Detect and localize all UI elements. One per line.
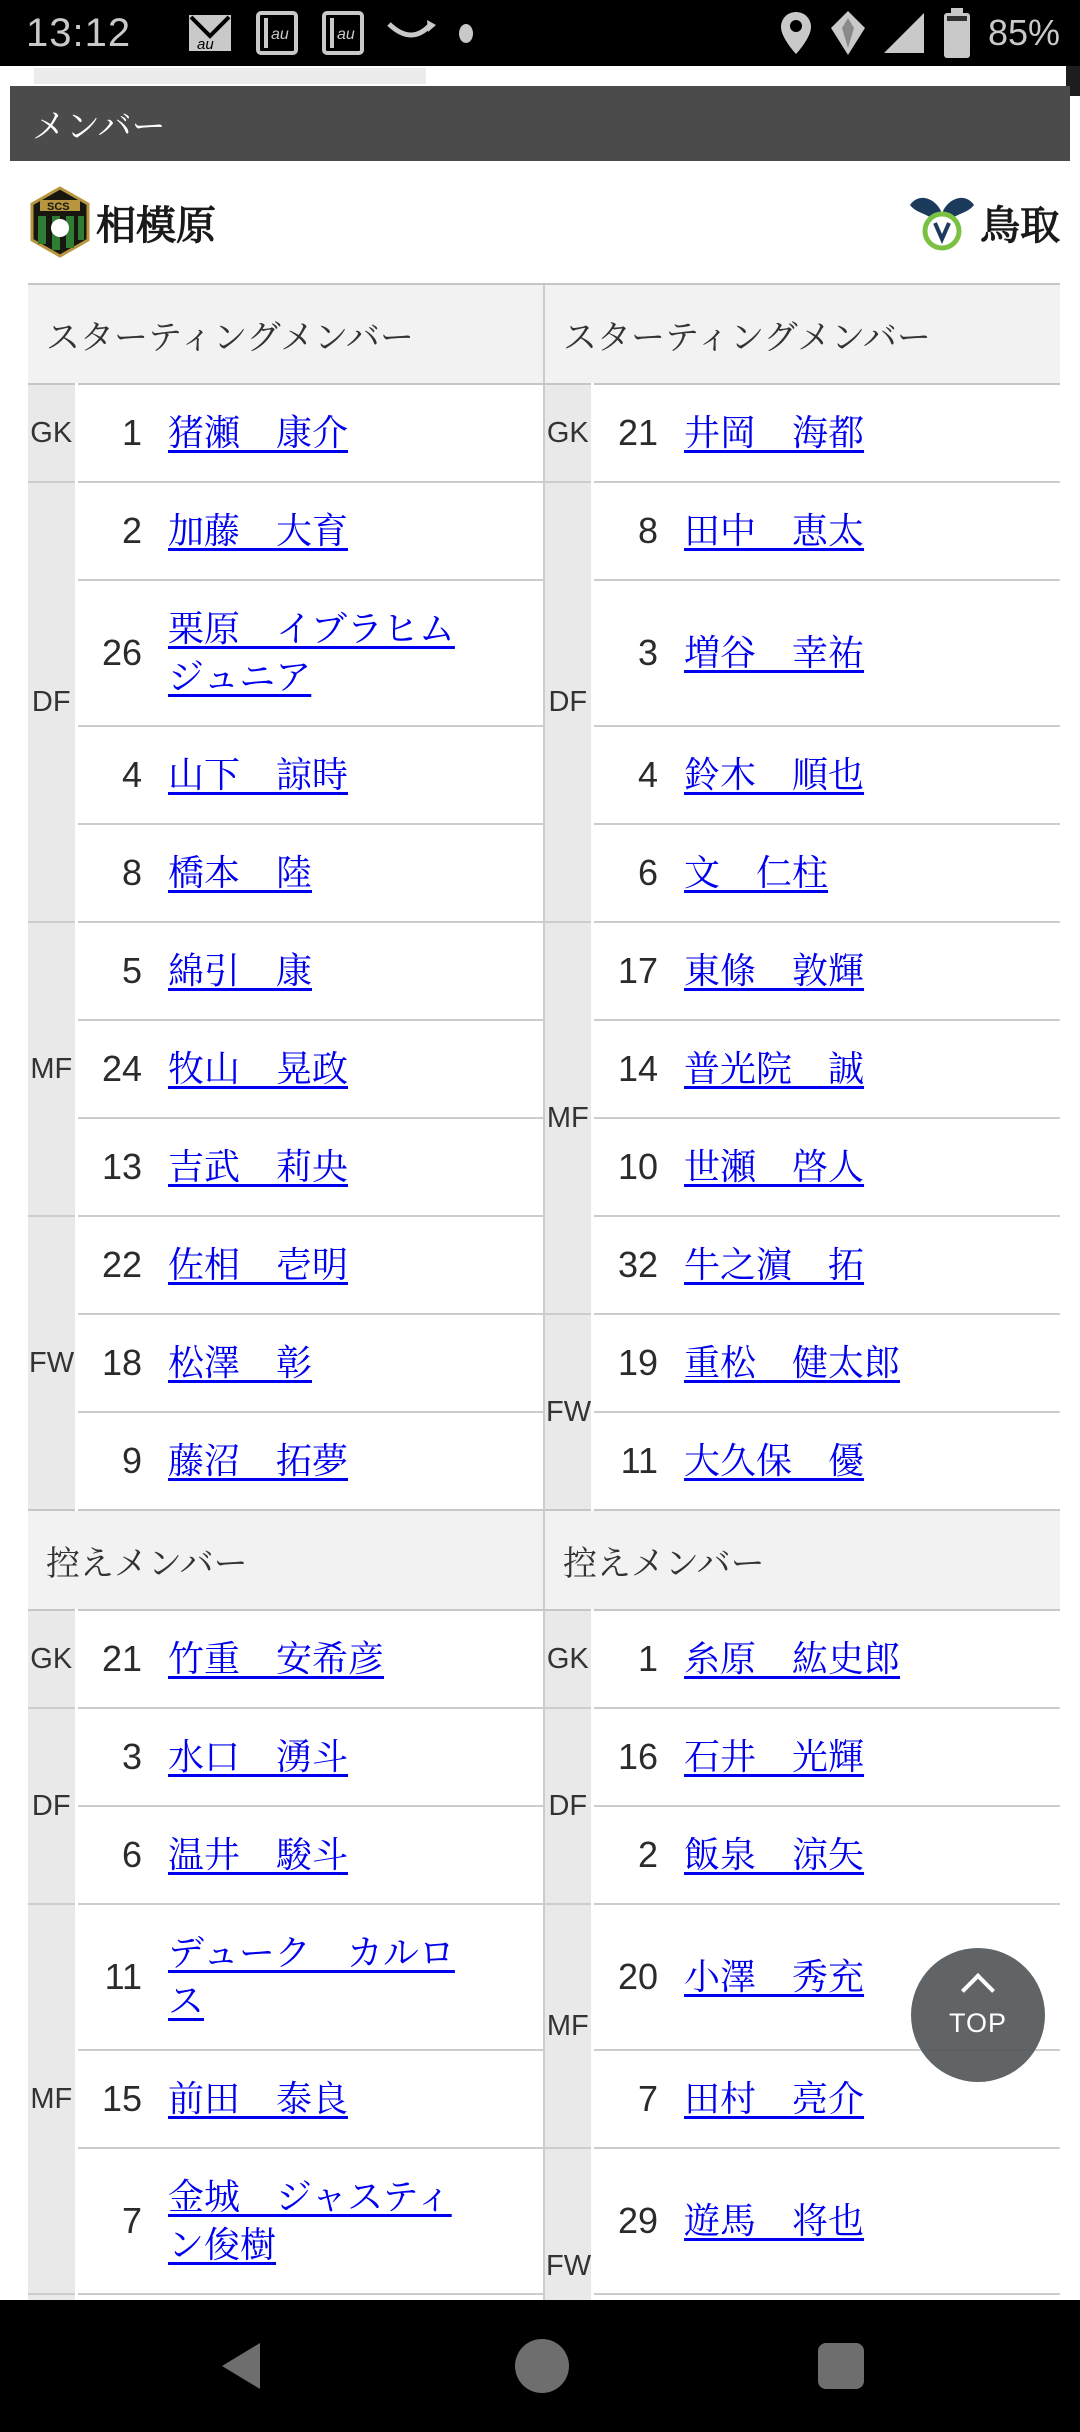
teams-row bbox=[0, 161, 1080, 283]
recents-button[interactable] bbox=[818, 2343, 864, 2389]
player-name-cell bbox=[156, 384, 544, 482]
player-row bbox=[28, 1314, 1060, 1412]
player-link[interactable]: 田村 亮介 bbox=[684, 2078, 865, 2119]
player-link[interactable]: 藤沼 拓夢 bbox=[168, 1440, 349, 1481]
player-name-cell bbox=[672, 922, 1060, 1020]
player-name-cell bbox=[156, 482, 544, 580]
player-link[interactable]: 前田 泰良 bbox=[168, 2078, 349, 2119]
player-link[interactable]: 東條 敦輝 bbox=[684, 950, 865, 991]
section-header: 控えメンバー bbox=[28, 1510, 544, 1610]
player-link[interactable]: 松澤 彰 bbox=[168, 1342, 313, 1383]
player-number: 7 bbox=[592, 2050, 672, 2148]
position-label: DF bbox=[544, 1708, 592, 1904]
back-button[interactable] bbox=[222, 2343, 260, 2389]
player-number: 22 bbox=[76, 1216, 156, 1314]
position-label: GK bbox=[28, 1610, 76, 1708]
player-row bbox=[28, 482, 1060, 580]
player-row bbox=[28, 2148, 1060, 2294]
player-number: 19 bbox=[592, 1314, 672, 1412]
player-name-cell bbox=[672, 1708, 1060, 1806]
player-name-cell bbox=[156, 580, 544, 726]
player-number: 9 bbox=[76, 1412, 156, 1510]
position-label: DF bbox=[28, 1708, 76, 1904]
sagamihara-logo-icon bbox=[28, 186, 92, 258]
section-header: スターティングメンバー bbox=[28, 284, 544, 384]
player-link[interactable]: 石井 光輝 bbox=[684, 1736, 865, 1777]
player-number: 13 bbox=[76, 1118, 156, 1216]
player-name-cell bbox=[672, 482, 1060, 580]
player-link[interactable]: 井岡 海都 bbox=[684, 412, 865, 453]
signal-icon bbox=[882, 11, 926, 55]
player-row bbox=[28, 1610, 1060, 1708]
browser-chrome-strip bbox=[0, 66, 1080, 86]
top-button-label: TOP bbox=[948, 2008, 1007, 2038]
player-name-cell bbox=[672, 1806, 1060, 1904]
player-link[interactable]: 竹重 安希彦 bbox=[168, 1638, 385, 1679]
player-number: 7 bbox=[76, 2148, 156, 2294]
player-link[interactable]: 飯泉 涼矢 bbox=[684, 1834, 865, 1875]
notification-dot bbox=[459, 24, 473, 43]
player-number: 20 bbox=[592, 1904, 672, 2050]
player-link[interactable]: デューク カルロス bbox=[168, 1932, 455, 2021]
player-number: 15 bbox=[76, 2050, 156, 2148]
player-link[interactable]: 吉武 莉央 bbox=[168, 1146, 349, 1187]
section-header: 控えメンバー bbox=[544, 1510, 1060, 1610]
player-name-cell bbox=[672, 1118, 1060, 1216]
player-name-cell bbox=[156, 1216, 544, 1314]
player-link[interactable]: 温井 駿斗 bbox=[168, 1834, 349, 1875]
position-label: MF bbox=[28, 1904, 76, 2294]
page-title: メンバー bbox=[32, 108, 166, 146]
player-link[interactable]: 世瀬 啓人 bbox=[684, 1146, 865, 1187]
position-label: FW bbox=[28, 1216, 76, 1510]
scroll-to-top-button[interactable] bbox=[911, 1948, 1045, 2082]
player-name-cell bbox=[156, 1610, 544, 1708]
svg-text:au: au bbox=[337, 26, 355, 43]
player-link[interactable]: 大久保 優 bbox=[684, 1440, 865, 1481]
status-time: 13:12 bbox=[26, 10, 132, 55]
away-team bbox=[908, 191, 1060, 253]
player-number: 8 bbox=[76, 824, 156, 922]
player-link[interactable]: 増谷 幸祐 bbox=[684, 632, 865, 673]
player-name-cell bbox=[156, 824, 544, 922]
position-label: DF bbox=[544, 482, 592, 922]
chevron-up-icon bbox=[961, 1973, 995, 2007]
player-number: 1 bbox=[76, 384, 156, 482]
svg-text:au: au bbox=[197, 36, 214, 53]
player-name-cell bbox=[156, 726, 544, 824]
status-bar bbox=[0, 0, 1080, 66]
player-number: 10 bbox=[592, 1118, 672, 1216]
player-number: 29 bbox=[592, 2148, 672, 2294]
player-name-cell bbox=[156, 1806, 544, 1904]
position-label: GK bbox=[544, 384, 592, 482]
player-name-cell bbox=[156, 1118, 544, 1216]
player-link[interactable]: 鈴木 順也 bbox=[684, 754, 865, 795]
player-number: 16 bbox=[592, 1708, 672, 1806]
player-number: 17 bbox=[592, 922, 672, 1020]
player-number: 2 bbox=[592, 1806, 672, 1904]
player-name-cell bbox=[156, 1020, 544, 1118]
player-link[interactable]: 猪瀬 康介 bbox=[168, 412, 349, 453]
player-name-cell bbox=[156, 1412, 544, 1510]
tab-remnant bbox=[34, 68, 426, 84]
tottori-logo-icon bbox=[908, 191, 976, 253]
home-team bbox=[28, 186, 216, 258]
player-number: 3 bbox=[592, 580, 672, 726]
player-number: 11 bbox=[76, 1904, 156, 2050]
player-name-cell bbox=[672, 726, 1060, 824]
svg-text:SCS: SCS bbox=[47, 201, 70, 213]
player-link[interactable]: 水口 湧斗 bbox=[168, 1736, 349, 1777]
player-name-cell bbox=[156, 2148, 544, 2294]
android-nav-bar bbox=[0, 2300, 1080, 2432]
position-label: MF bbox=[544, 1904, 592, 2148]
position-label: GK bbox=[28, 384, 76, 482]
home-team-name: 相模原 bbox=[96, 203, 216, 248]
player-name-cell bbox=[156, 2050, 544, 2148]
au-app-icon bbox=[321, 10, 365, 56]
position-label: MF bbox=[544, 922, 592, 1314]
au-app-icon bbox=[255, 10, 299, 56]
player-number: 32 bbox=[592, 1216, 672, 1314]
battery-percent: 85% bbox=[987, 12, 1060, 53]
player-number: 21 bbox=[592, 384, 672, 482]
player-row bbox=[28, 384, 1060, 482]
amazon-icon bbox=[387, 18, 437, 48]
player-name-cell bbox=[672, 1020, 1060, 1118]
player-link[interactable]: 田中 恵太 bbox=[684, 510, 865, 551]
player-name-cell bbox=[672, 1216, 1060, 1314]
player-name-cell bbox=[156, 922, 544, 1020]
player-number: 8 bbox=[592, 482, 672, 580]
player-name-cell bbox=[672, 1610, 1060, 1708]
system-status-icons bbox=[778, 7, 1060, 59]
data-mode-icon bbox=[830, 10, 866, 56]
player-link[interactable]: 橋本 陸 bbox=[168, 852, 313, 893]
home-button[interactable] bbox=[515, 2339, 569, 2393]
player-number: 4 bbox=[76, 726, 156, 824]
battery-icon bbox=[942, 7, 972, 59]
player-name-cell bbox=[672, 824, 1060, 922]
player-number: 24 bbox=[76, 1020, 156, 1118]
player-link[interactable]: 普光院 誠 bbox=[684, 1048, 865, 1089]
away-team-name: 鳥取 bbox=[980, 203, 1060, 248]
player-row bbox=[28, 922, 1060, 1020]
player-link[interactable]: 牛之濵 拓 bbox=[684, 1244, 865, 1285]
player-name-cell bbox=[672, 384, 1060, 482]
player-number: 11 bbox=[592, 1412, 672, 1510]
position-label: FW bbox=[544, 2148, 592, 2383]
player-name-cell bbox=[672, 1412, 1060, 1510]
player-link[interactable]: 文 仁柱 bbox=[684, 852, 829, 893]
player-name-cell bbox=[672, 2148, 1060, 2294]
player-number: 5 bbox=[76, 922, 156, 1020]
page-title-bar bbox=[10, 86, 1070, 161]
player-link[interactable]: 小澤 秀充 bbox=[684, 1956, 865, 1997]
position-label: GK bbox=[544, 1610, 592, 1708]
player-name-cell bbox=[156, 1708, 544, 1806]
player-link[interactable]: 牧山 晃政 bbox=[168, 1048, 349, 1089]
player-name-cell bbox=[672, 580, 1060, 726]
player-number: 6 bbox=[592, 824, 672, 922]
player-link[interactable]: 糸原 紘史郎 bbox=[684, 1638, 901, 1679]
player-number: 1 bbox=[592, 1610, 672, 1708]
position-label: DF bbox=[28, 482, 76, 922]
player-link[interactable]: 栗原 イブラヒムジュニア bbox=[168, 608, 455, 697]
player-number: 18 bbox=[76, 1314, 156, 1412]
notification-icons bbox=[187, 10, 473, 56]
position-label: MF bbox=[28, 922, 76, 1216]
player-number: 2 bbox=[76, 482, 156, 580]
svg-text:au: au bbox=[271, 26, 289, 43]
player-link[interactable]: 重松 健太郎 bbox=[684, 1342, 901, 1383]
location-icon bbox=[778, 10, 814, 56]
player-number: 6 bbox=[76, 1806, 156, 1904]
player-number: 21 bbox=[76, 1610, 156, 1708]
player-name-cell bbox=[672, 1314, 1060, 1412]
player-number: 4 bbox=[592, 726, 672, 824]
player-number: 26 bbox=[76, 580, 156, 726]
player-name-cell bbox=[156, 1314, 544, 1412]
player-link[interactable]: 綿引 康 bbox=[168, 950, 313, 991]
roster-table bbox=[28, 283, 1060, 2383]
player-link[interactable]: 佐相 壱明 bbox=[168, 1244, 349, 1285]
player-name-cell bbox=[156, 1904, 544, 2050]
position-label: FW bbox=[544, 1314, 592, 1510]
player-number: 3 bbox=[76, 1708, 156, 1806]
player-number: 14 bbox=[592, 1020, 672, 1118]
player-link[interactable]: 遊馬 将也 bbox=[684, 2200, 865, 2241]
player-row bbox=[28, 1904, 1060, 2050]
player-link[interactable]: 山下 諒時 bbox=[168, 754, 349, 795]
mail-au-icon bbox=[187, 12, 233, 54]
section-header: スターティングメンバー bbox=[544, 284, 1060, 384]
player-link[interactable]: 金城 ジャスティン俊樹 bbox=[168, 2176, 452, 2265]
player-row bbox=[28, 1708, 1060, 1806]
player-link[interactable]: 加藤 大育 bbox=[168, 510, 349, 551]
